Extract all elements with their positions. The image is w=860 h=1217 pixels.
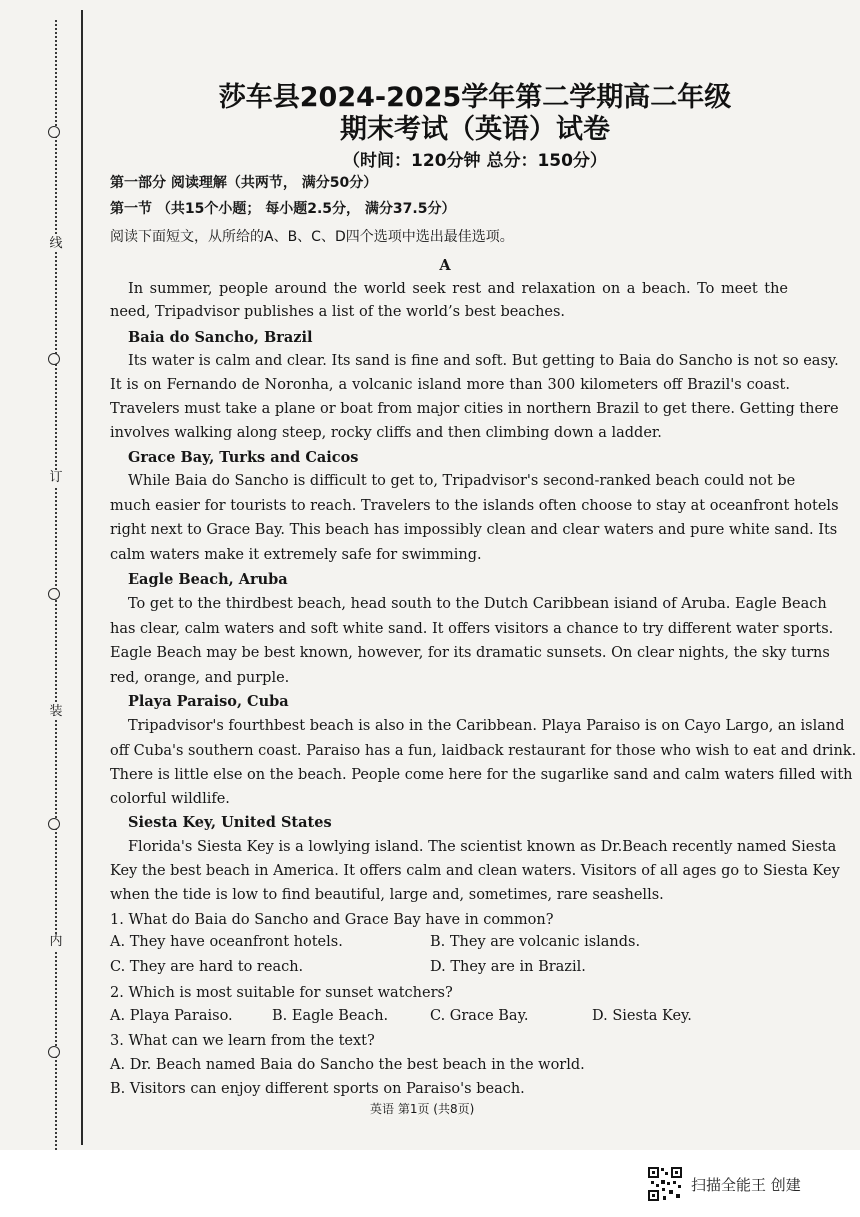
passage-line: has clear, calm waters and soft white sand. It offers visitors a chance to try different water sports. bbox=[110, 621, 834, 637]
passage-line: While Baia do Sancho is difficult to get to, Tripadvisor's second-ranked beach could not be bbox=[128, 473, 796, 489]
question-option: A. Dr. Beach named Baia do Sancho the best beach in the world. bbox=[110, 1057, 585, 1073]
passage-line: red, orange, and purple. bbox=[110, 670, 290, 686]
binding-hole-circle bbox=[48, 1046, 60, 1058]
passage-line: colorful wildlife. bbox=[110, 791, 230, 807]
section-heading: 第一节 （共15个小题； 每小题2.5分， 满分37.5分） bbox=[110, 201, 456, 217]
beach-heading: Eagle Beach, Aruba bbox=[128, 571, 288, 588]
beach-heading: Baia do Sancho, Brazil bbox=[128, 329, 313, 346]
beach-heading: Siesta Key, United States bbox=[128, 814, 332, 831]
binding-hole-circle bbox=[48, 353, 60, 365]
question-option: B. Visitors can enjoy different sports on Paraiso's beach. bbox=[110, 1081, 525, 1097]
binding-hole-circle bbox=[48, 126, 60, 138]
question-stem: 2. Which is most suitable for sunset watchers? bbox=[110, 985, 453, 1001]
exam-time-score: （时间：120分钟 总分：150分） bbox=[343, 151, 607, 171]
binding-mark-zhuang: 装 bbox=[47, 704, 65, 720]
question-option: B. Eagle Beach. bbox=[272, 1008, 389, 1024]
passage-line: Its water is calm and clear. Its sand is fine and soft. But getting to Baia do Sancho is not so easy. bbox=[128, 353, 839, 369]
question-option: A. Playa Paraiso. bbox=[110, 1008, 233, 1024]
passage-line: There is little else on the beach. People come here for the sugarlike sand and calm waters filled with bbox=[110, 767, 853, 783]
question-option: D. They are in Brazil. bbox=[430, 959, 586, 975]
intro-line: In summer, people around the world seek rest and relaxation on a beach. To meet the bbox=[128, 281, 788, 297]
binding-dotted-line bbox=[55, 20, 57, 1150]
passage-line: when the tide is low to find beautiful, large and, sometimes, rare seashells. bbox=[110, 887, 664, 903]
passage-line: Key the best beach in America. It offers calm and clean waters. Visitors of all ages go to Siesta Key bbox=[110, 863, 840, 879]
binding-hole-circle bbox=[48, 588, 60, 600]
question-option: A. They have oceanfront hotels. bbox=[110, 934, 343, 950]
instruction: 阅读下面短文，从所给的A、B、C、D四个选项中选出最佳选项。 bbox=[110, 229, 514, 245]
passage-line: Eagle Beach may be best known, however, for its dramatic sunsets. On clear nights, the sky turns bbox=[110, 645, 830, 661]
scanner-watermark bbox=[647, 1166, 801, 1202]
passage-line: It is on Fernando de Noronha, a volcanic island more than 300 kilometers off Brazil's coast. bbox=[110, 377, 790, 393]
page-footer: 英语 第1页 (共8页) bbox=[370, 1102, 475, 1116]
passage-line: calm waters make it extremely safe for swimming. bbox=[110, 547, 482, 563]
binding-mark-ding: 订 bbox=[47, 470, 65, 486]
exam-title-line1: 莎车县2024-2025学年第二学期高二年级 bbox=[218, 82, 732, 113]
binding-mark-xian: 线 bbox=[47, 236, 65, 252]
passage-line: much easier for tourists to reach. Travelers to the islands often choose to stay at oceanfront hotels bbox=[110, 498, 839, 514]
question-stem: 3. What can we learn from the text? bbox=[110, 1033, 375, 1049]
passage-line: To get to the thirdbest beach, head south to the Dutch Caribbean isiand of Aruba. Eagle Beach bbox=[128, 596, 827, 612]
scanner-watermark-text: 扫描全能王 创建 bbox=[691, 1175, 801, 1194]
passage-line: Florida's Siesta Key is a lowlying island. The scientist known as Dr.Beach recently named Siesta bbox=[128, 839, 837, 855]
intro-line: need, Tripadvisor publishes a list of the world’s best beaches. bbox=[110, 304, 566, 320]
passage-line: off Cuba's southern coast. Paraiso has a fun, laidback restaurant for those who wish to eat and drink. bbox=[110, 743, 857, 759]
qr-code-icon bbox=[647, 1166, 683, 1202]
question-option: D. Siesta Key. bbox=[592, 1008, 692, 1024]
passage-line: involves walking along steep, rocky cliffs and then climbing down a ladder. bbox=[110, 425, 662, 441]
question-option: B. They are volcanic islands. bbox=[430, 934, 641, 950]
question-stem: 1. What do Baia do Sancho and Grace Bay have in common? bbox=[110, 912, 554, 928]
part-heading: 第一部分 阅读理解（共两节， 满分50分） bbox=[110, 175, 378, 191]
exam-title-line2: 期末考试（英语）试卷 bbox=[340, 114, 610, 145]
margin-rule bbox=[81, 10, 83, 1145]
binding-hole-circle bbox=[48, 818, 60, 830]
question-option: C. They are hard to reach. bbox=[110, 959, 304, 975]
passage-line: right next to Grace Bay. This beach has impossibly clean and clear waters and pure white sand. Its bbox=[110, 522, 838, 538]
passage-label: A bbox=[439, 257, 451, 274]
beach-heading: Playa Paraiso, Cuba bbox=[128, 693, 289, 710]
beach-heading: Grace Bay, Turks and Caicos bbox=[128, 449, 359, 466]
binding-mark-nei: 内 bbox=[47, 934, 65, 950]
passage-line: Tripadvisor's fourthbest beach is also in the Caribbean. Playa Paraiso is on Cayo Largo, an island bbox=[128, 718, 845, 734]
passage-line: Travelers must take a plane or boat from major cities in northern Brazil to get there. Getting there bbox=[110, 401, 839, 417]
question-option: C. Grace Bay. bbox=[430, 1008, 529, 1024]
